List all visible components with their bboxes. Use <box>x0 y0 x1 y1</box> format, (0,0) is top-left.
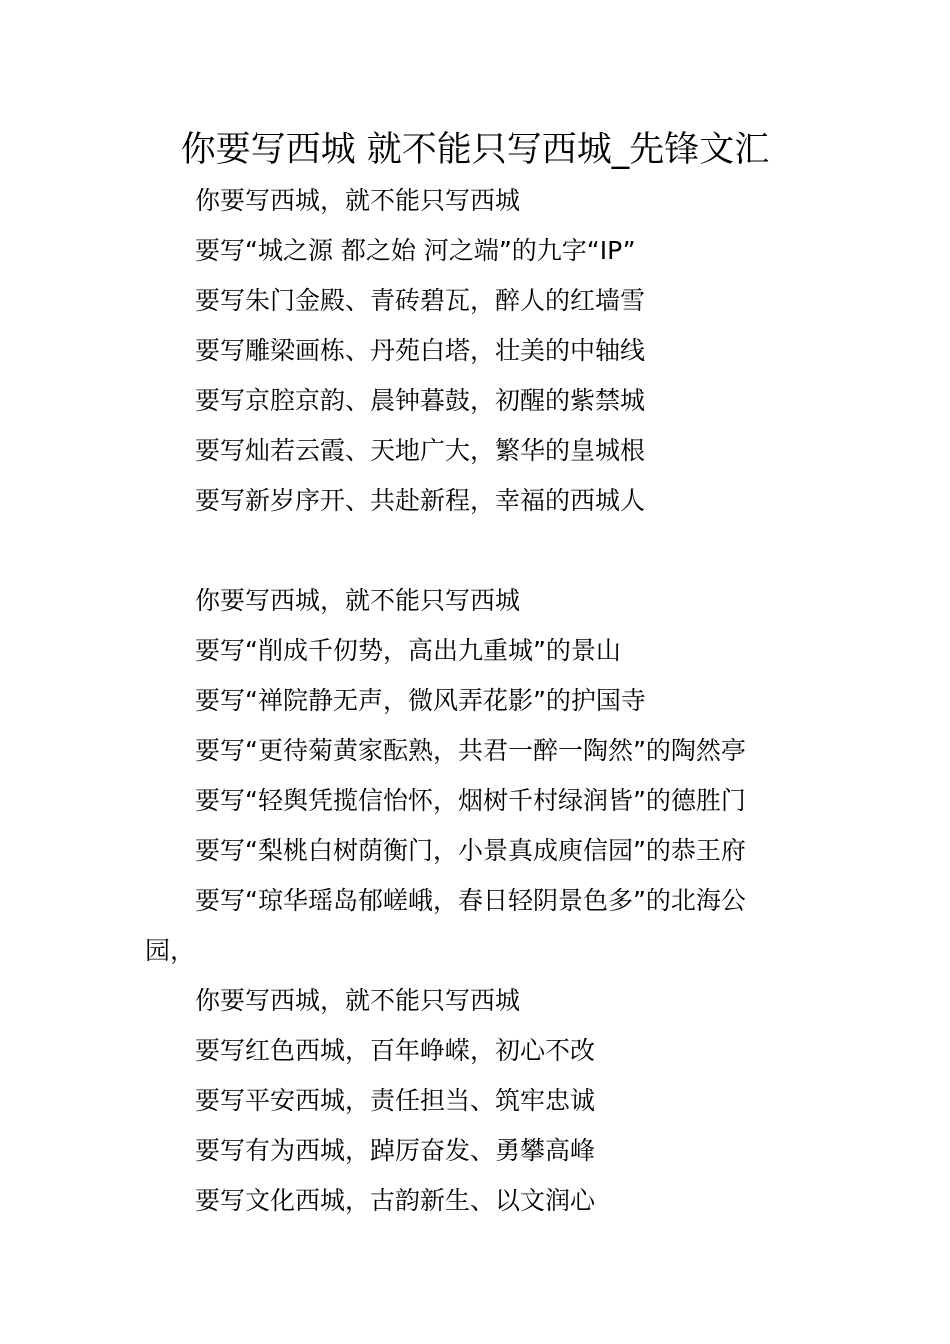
stanza-3 <box>145 976 825 1226</box>
stanza-2-line-3: 要写“禅院静无声，微风弄花影”的护国寺 <box>195 686 646 715</box>
stanza-3-line-5: 要写文化西城，古韵新生、以文润心 <box>195 1186 596 1215</box>
stanza-2 <box>145 576 825 976</box>
stanza-1-line-6: 要写灿若云霞、天地广大，繁华的皇城根 <box>195 436 646 465</box>
stanza-2-line-8: 园， <box>145 936 196 965</box>
stanza-3-line-2: 要写红色西城，百年峥嵘，初心不改 <box>195 1036 596 1065</box>
stanza-1 <box>145 176 825 526</box>
stanza-3-line-4: 要写有为西城，踔厉奋发、勇攀高峰 <box>195 1136 596 1165</box>
stanza-2-line-5: 要写“轻舆凭揽信怡怀，烟树千村绿润皆”的德胜门 <box>195 786 746 815</box>
stanza-2-line-1: 你要写西城，就不能只写西城 <box>195 586 521 615</box>
document-title: 你要写西城 就不能只写西城_先锋文汇 <box>180 130 770 170</box>
stanza-2-line-2: 要写“削成千仞势，高出九重城”的景山 <box>195 636 621 665</box>
stanza-1-line-7: 要写新岁序开、共赴新程，幸福的西城人 <box>195 486 646 515</box>
stanza-1-line-4: 要写雕梁画栋、丹苑白塔，壮美的中轴线 <box>195 336 646 365</box>
stanza-2-line-6: 要写“梨桃白树荫衡门，小景真成庾信园”的恭王府 <box>195 836 746 865</box>
stanza-separator <box>145 526 825 576</box>
poem-body <box>145 176 825 1226</box>
stanza-2-line-4: 要写“更待菊黄家酝熟，共君一醉一陶然”的陶然亭 <box>195 736 746 765</box>
stanza-1-line-5: 要写京腔京韵、晨钟暮鼓，初醒的紫禁城 <box>195 386 646 415</box>
stanza-3-line-3: 要写平安西城，责任担当、筑牢忠诚 <box>195 1086 596 1115</box>
stanza-1-line-1: 你要写西城，就不能只写西城 <box>195 186 521 215</box>
stanza-2-line-7: 要写“琼华瑶岛郁嵯峨，春日轻阴景色多”的北海公 <box>195 886 746 915</box>
stanza-1-line-2: 要写“城之源 都之始 河之端”的九字“IP” <box>195 236 636 265</box>
stanza-3-line-1: 你要写西城，就不能只写西城 <box>195 986 521 1015</box>
stanza-1-line-3: 要写朱门金殿、青砖碧瓦，醉人的红墙雪 <box>195 286 646 315</box>
